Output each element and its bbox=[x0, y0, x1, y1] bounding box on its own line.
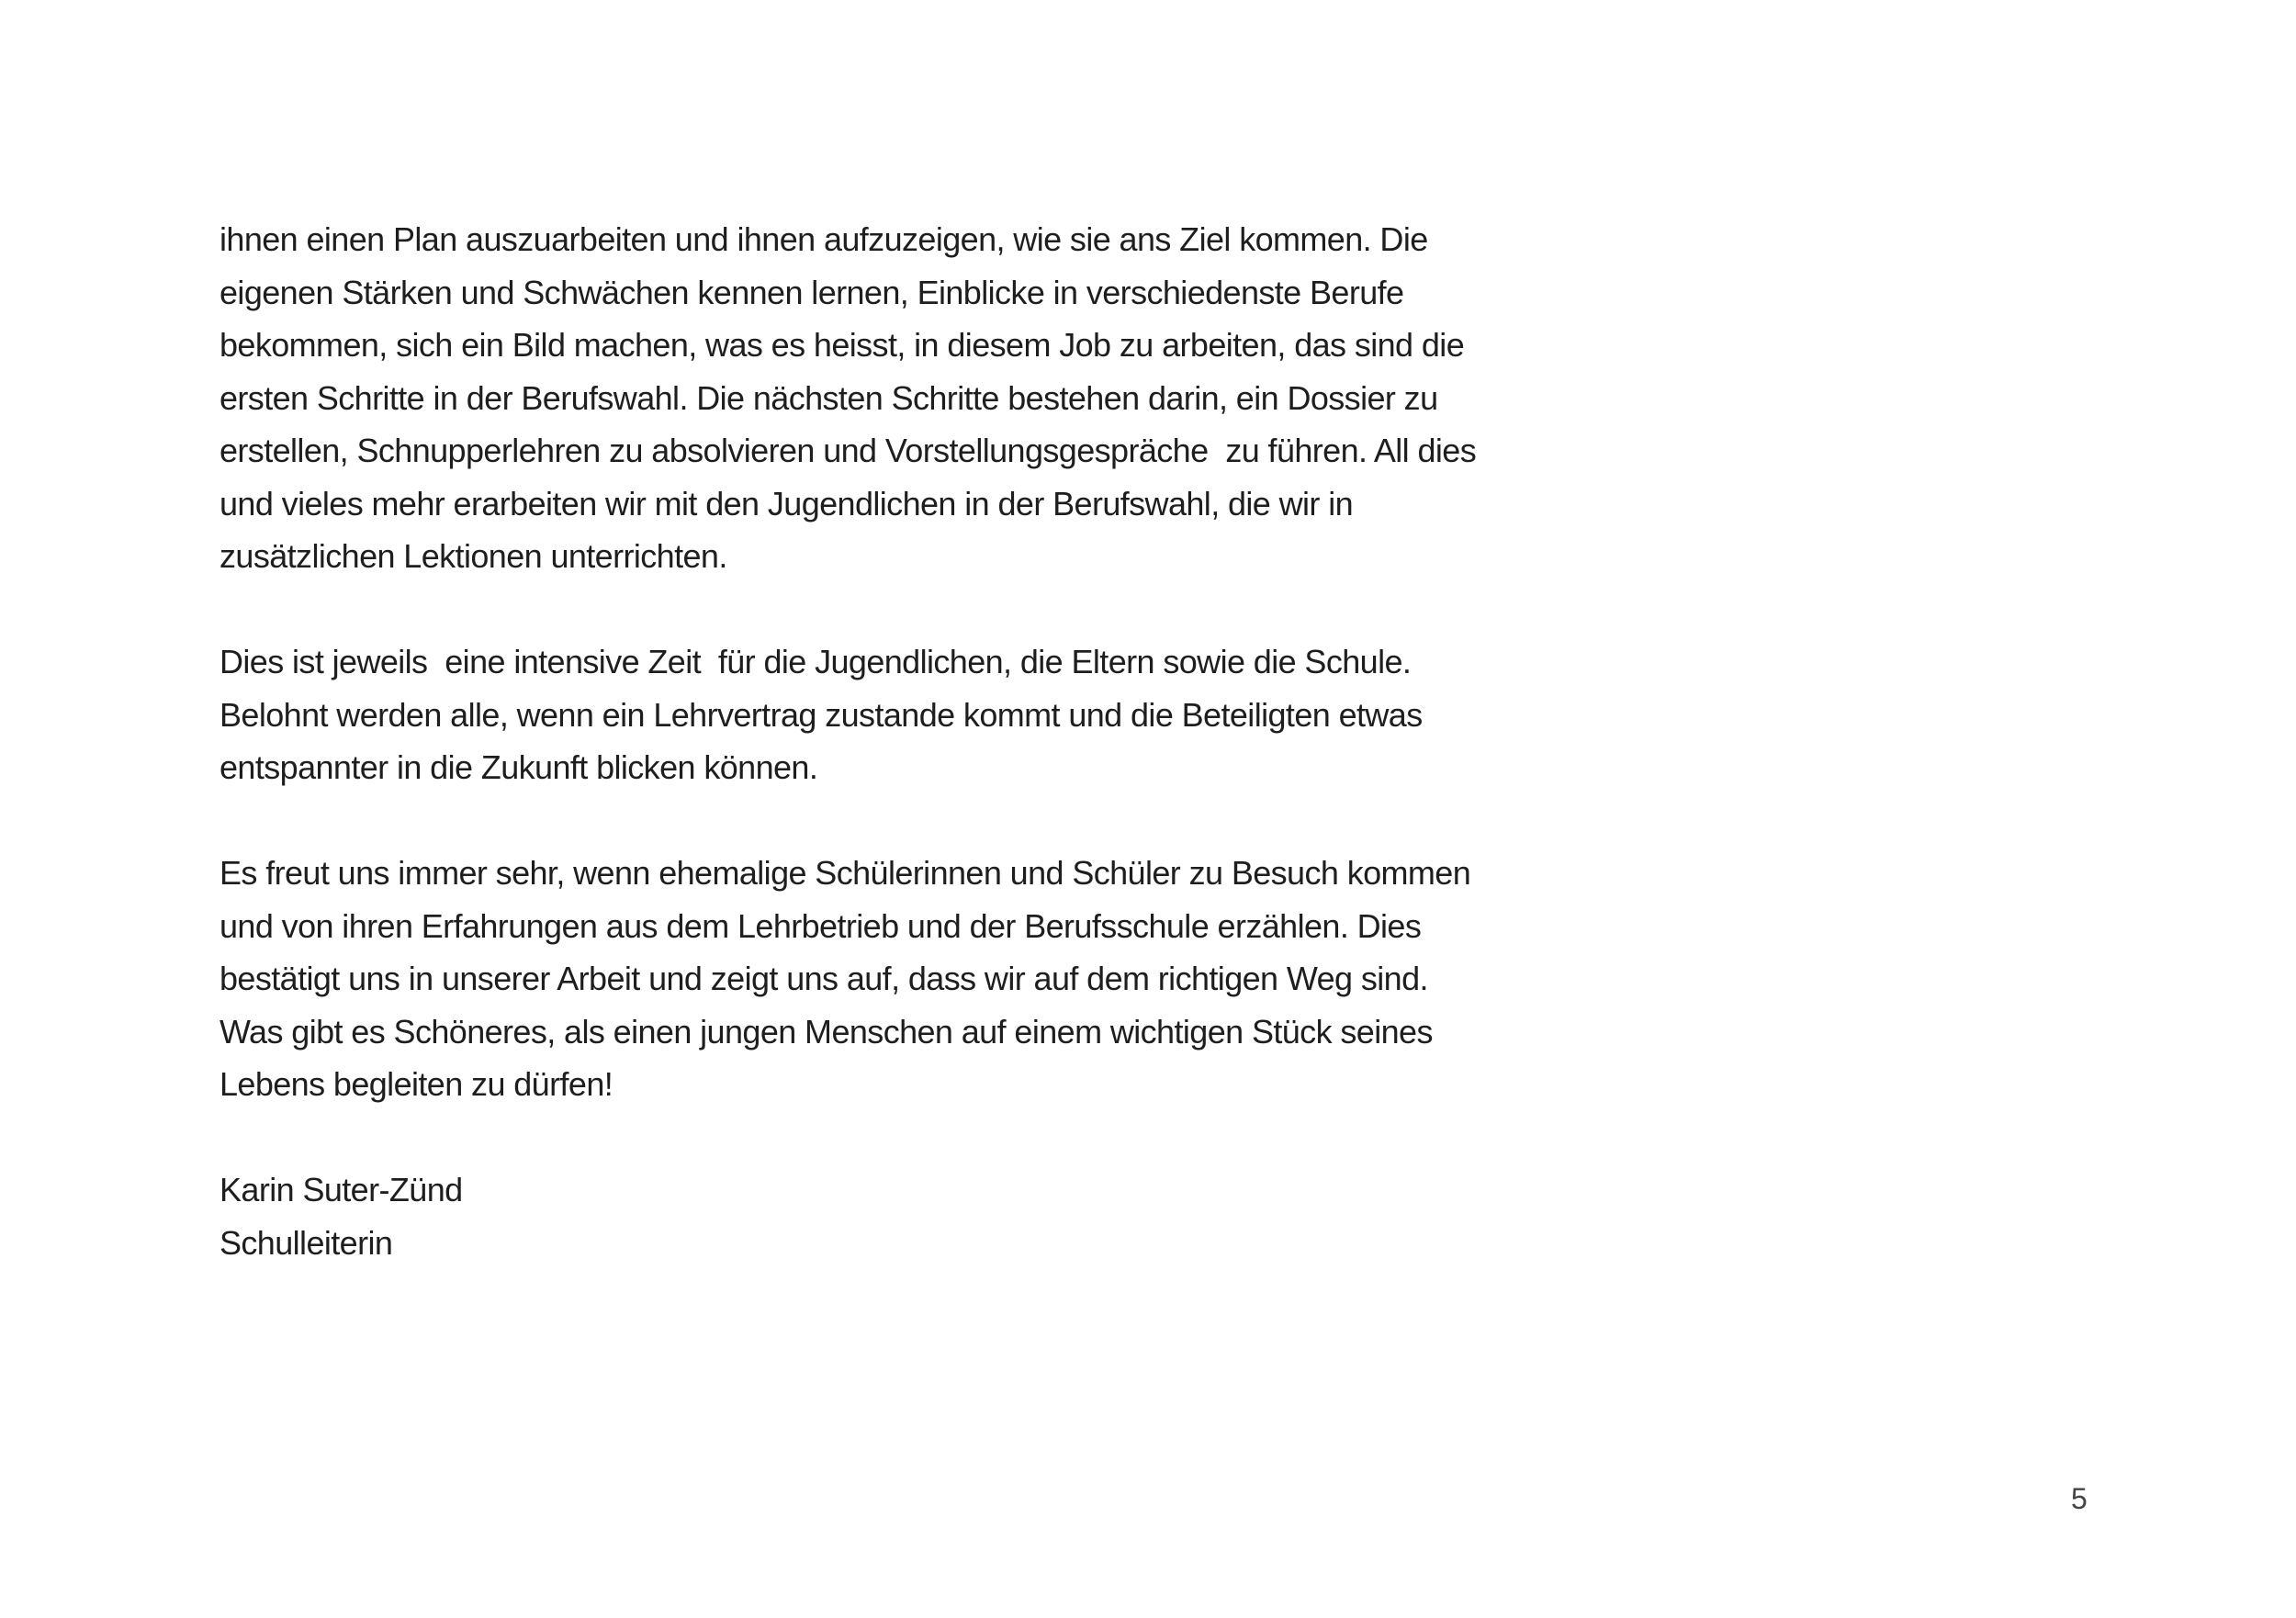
text-line: bekommen, sich ein Bild machen, was es heisst, in diesem Job zu arbeiten, das sind die bbox=[219, 326, 1465, 364]
text-line: Lebens begleiten zu dürfen! bbox=[219, 1065, 613, 1103]
text-line: Was gibt es Schöneres, als einen jungen Menschen auf einem wichtigen Stück seines bbox=[219, 1012, 1433, 1051]
text-line: zusätzlichen Lektionen unterrichten. bbox=[219, 537, 727, 575]
paragraph-1 bbox=[219, 213, 1524, 583]
text-line: und von ihren Erfahrungen aus dem Lehrbetrieb und der Berufsschule erzählen. Dies bbox=[219, 906, 1422, 945]
page-number: 5 bbox=[2071, 1482, 2088, 1515]
text-line: eigenen Stärken und Schwächen kennen lernen, Einblicke in verschiedenste Berufe bbox=[219, 273, 1404, 311]
body-text bbox=[219, 213, 1524, 1269]
text-line: ersten Schritte in der Berufswahl. Die nächsten Schritte bestehen darin, ein Dossier zu bbox=[219, 378, 1438, 417]
signature-role: Schulleiterin bbox=[219, 1223, 393, 1262]
text-line: Belohnt werden alle, wenn ein Lehrvertrag zustande kommt und die Beteiligten etwas bbox=[219, 695, 1423, 734]
text-line: entspannter in die Zukunft blicken können. bbox=[219, 748, 818, 786]
paragraph-3 bbox=[219, 847, 1524, 1111]
text-line: und vieles mehr erarbeiten wir mit den Jugendlichen in der Berufswahl, die wir in bbox=[219, 484, 1354, 522]
paragraph-2 bbox=[219, 635, 1524, 794]
signature-block bbox=[219, 1163, 1524, 1269]
text-line: bestätigt uns in unserer Arbeit und zeigt uns auf, dass wir auf dem richtigen Weg sind. bbox=[219, 960, 1428, 997]
text-line: Es freut uns immer sehr, wenn ehemalige Schülerinnen und Schüler zu Besuch kommen bbox=[219, 854, 1471, 892]
signature-name: Karin Suter-Zünd bbox=[219, 1171, 463, 1208]
text-line: ihnen einen Plan auszuarbeiten und ihnen aufzuzeigen, wie sie ans Ziel kommen. Die bbox=[219, 220, 1428, 258]
text-line: Dies ist jeweils eine intensive Zeit für die Jugendlichen, die Eltern sowie die Schule. bbox=[219, 643, 1412, 680]
text-line: erstellen, Schnupperlehren zu absolvieren und Vorstellungsgespräche zu führen. All dies bbox=[219, 432, 1477, 469]
